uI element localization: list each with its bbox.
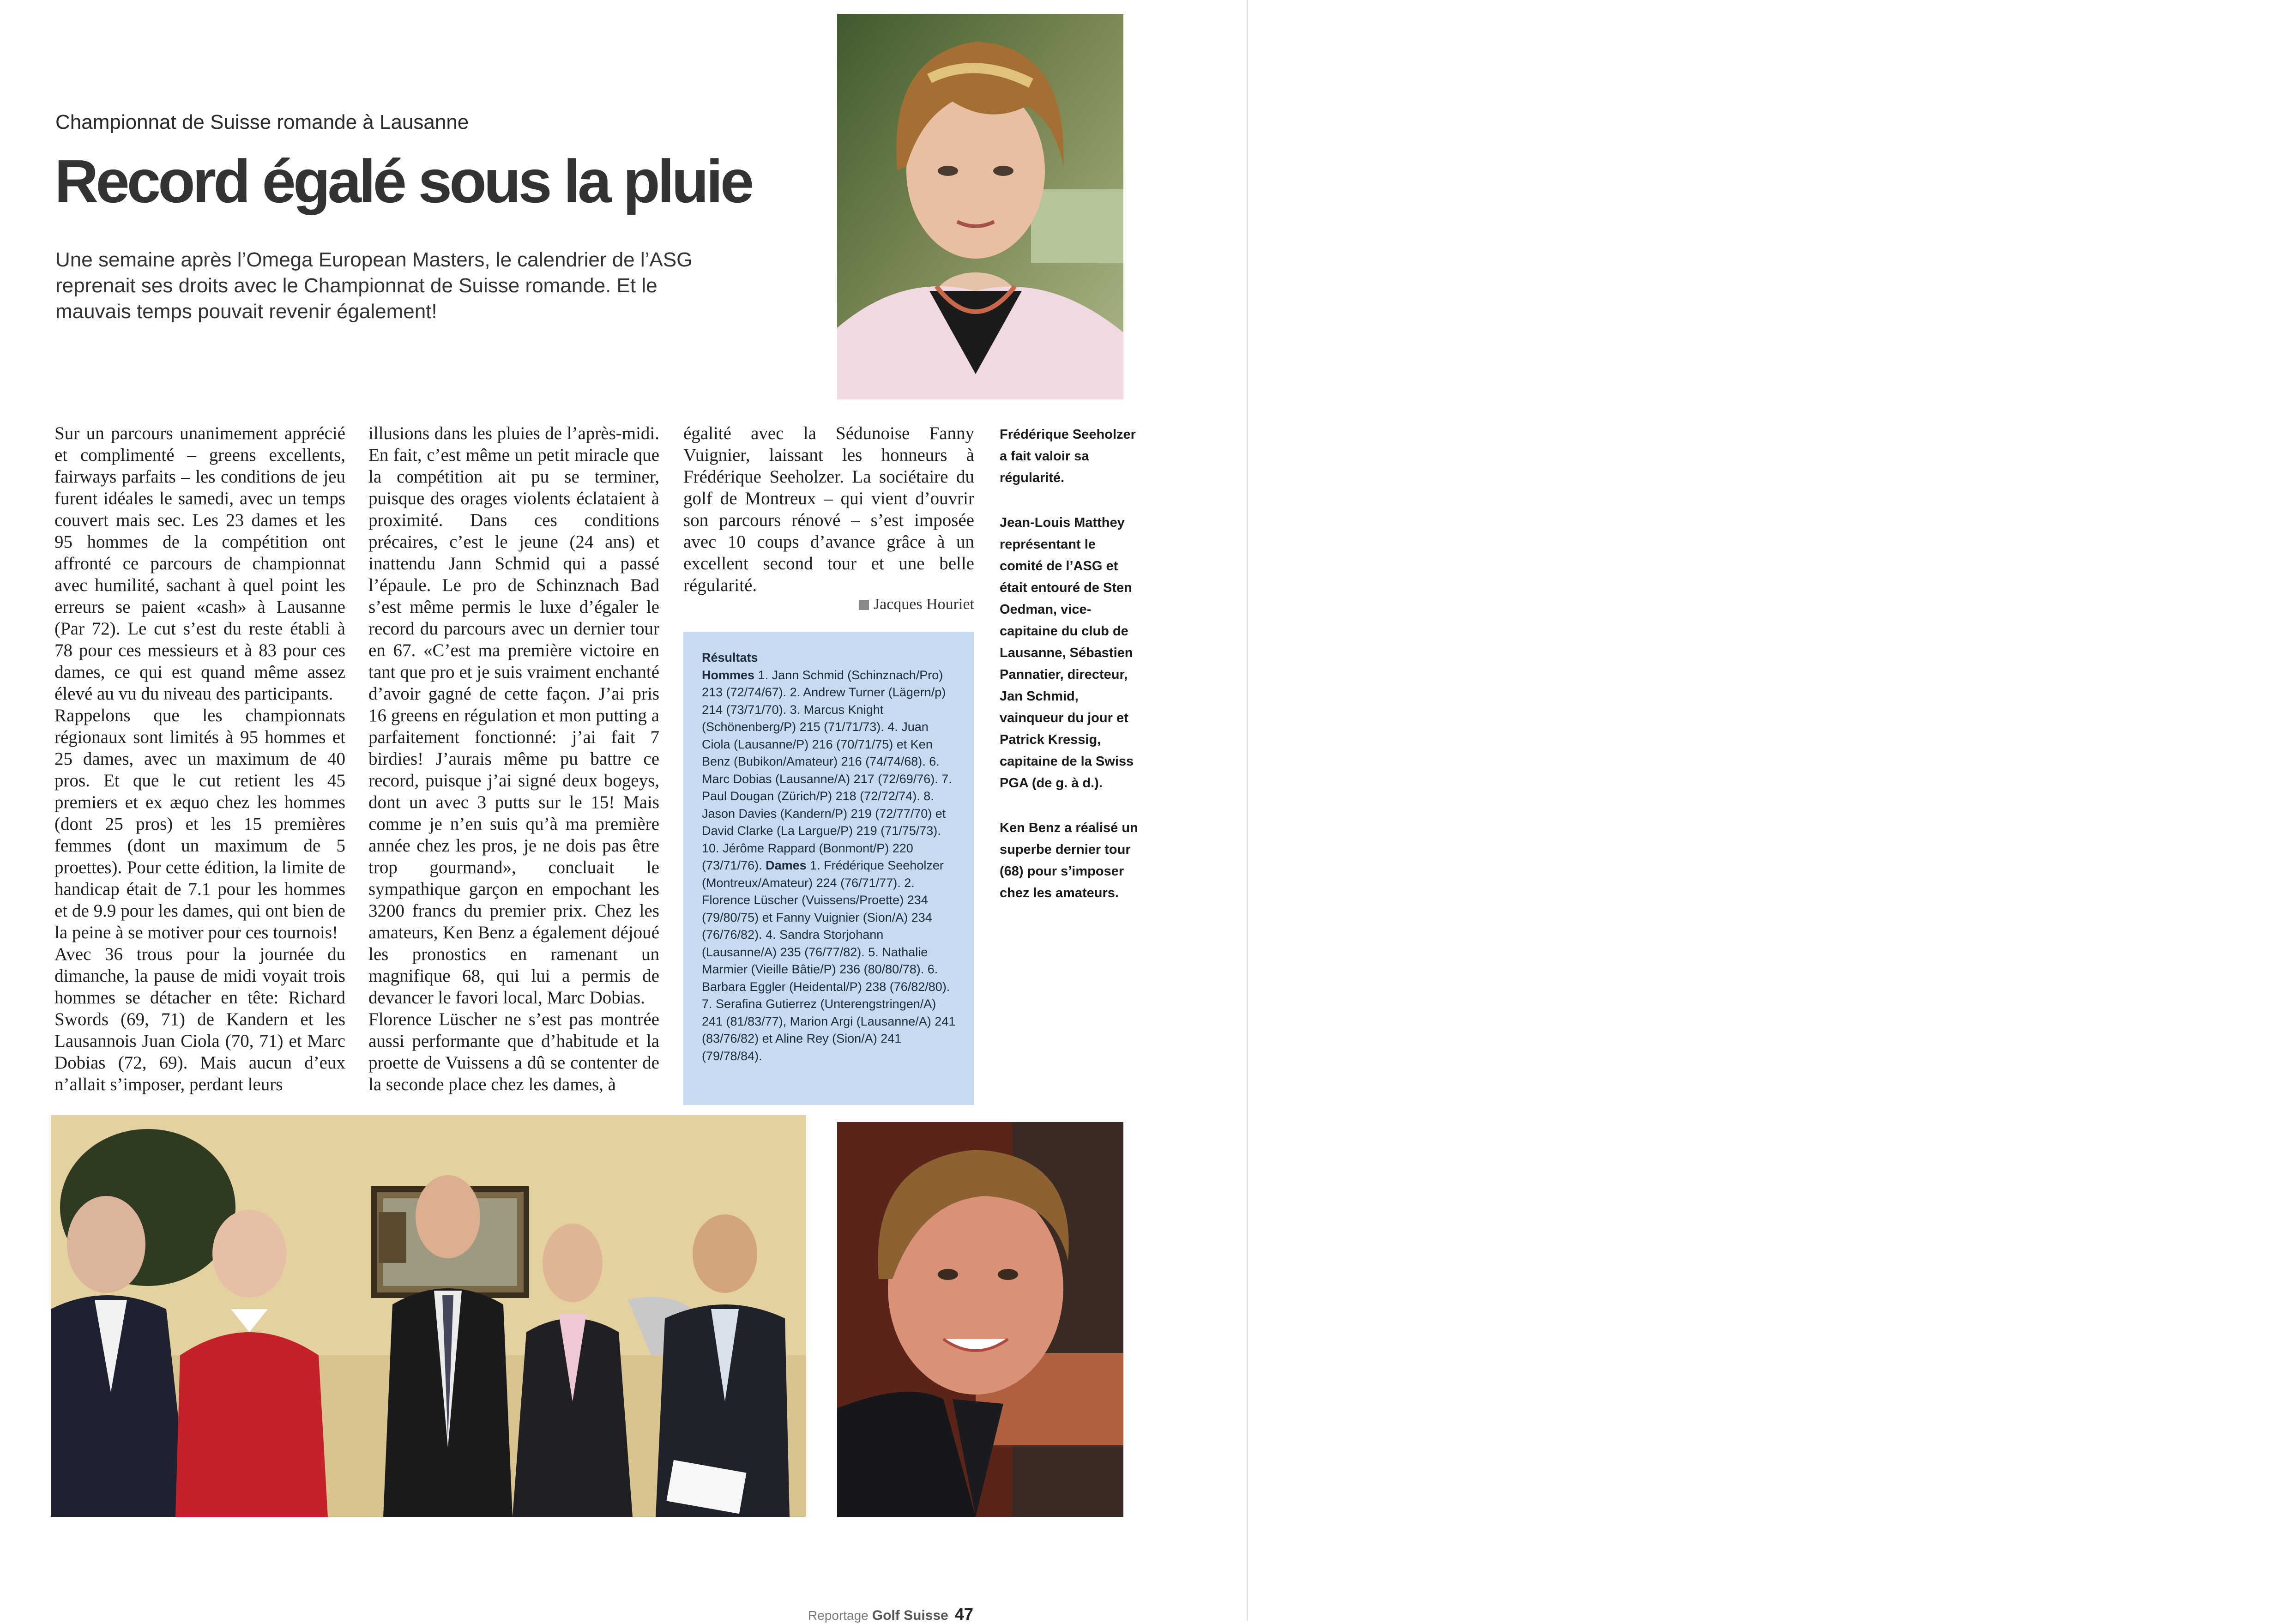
article-column-3: [683, 423, 974, 596]
byline: [688, 596, 974, 613]
article-column-1: [54, 423, 345, 1095]
article-headline: Record égalé sous la pluie: [54, 147, 752, 215]
article-kicker: Championnat de Suisse romande à Lausanne: [55, 111, 469, 133]
caption-amateur: Ken Benz a réalisé un superbe dernier tour (68) pour s’imposer chez les amateurs.: [1000, 821, 1138, 900]
results-box: [683, 632, 974, 1105]
caption-portrait: Frédérique Seeholzer a fait valoir sa régularité.: [1000, 427, 1136, 485]
footer-section: Reportage: [808, 1608, 869, 1623]
group-photo-ceremony: [51, 1115, 806, 1517]
byline-author: Jacques Houriet: [873, 596, 974, 613]
paragraph: illusions dans les pluies de l’après-midi. En fait, c’est même un petit miracle que la compétition ait pu se terminer, puisque des orages violents éclataient à proximité. Dans ces conditions précaires, c’est le jeune (24 ans) et inattendu Jann Schmid qui a passé l’épaule. Le pro de Schinznach Bad s’est même permis le luxe d’égaler le record du parcours avec un dernier tour en 67. «C’est ma première victoire en tant que pro et je suis vraiment enchanté d’avoir gagné de cette façon. J’ai pris 16 greens en régulation et mon putting a parfaitement fonctionné: j’ai fait 7 birdies! J’aurais même pu battre ce record, puisque j’ai signé deux bogeys, dont un avec 3 putts sur le 15! Mais comme je n’en suis qu’à ma première année chez les pros, je ne dois pas être trop gourmand», concluait le sympathique garçon en empochant les 3200 francs du premier prix. Chez les amateurs, Ken Benz a également déjoué les pronostics en ramenant un magnifique 68, qui lui a permis de devancer le favori local, Marc Dobias.: [368, 423, 659, 1008]
results-women-text: 1. Frédérique Seeholzer (Montreux/Amateur) 224 (76/71/77). 2. Florence Lüscher (Vuissens/Proette) 234 (79/80/75) et Fanny Vuignier (Sion/A) 234 (76/76/82). 4. Sandra Storjohann (Lausanne/A) 235 (76/77/82). 5. Nathalie Marmier (Vieille Bâtie/P) 236 (80/80/78). 6. Barbara Eggler (Heidental/P) 238 (76/82/80). 7. Serafina Gutierrez (Unterengstringen/A) 241 (81/83/77), Marion Argi (Lausanne/A) 241 (83/76/82) et Aline Rey (Sion/A) 241 (79/78/84).: [702, 858, 956, 1063]
paragraph: Florence Lüscher ne s’est pas montrée aussi performante que d’habitude et la proette de Vuissens a dû se contenter de la seconde place chez les dames, à: [368, 1009, 659, 1094]
results-men-label: Hommes: [702, 668, 755, 682]
paragraph: Avec 36 trous pour la journée du dimanche, la pause de midi voyait trois hommes se détacher en tête: Richard Swords (69, 71) de Kandern et les Lausannois Juan Ciola (70, 71) et Marc Dobias (72, 69). Mais aucun d’eux n’allait s’imposer, perdant leurs: [54, 944, 345, 1094]
byline-square-icon: [859, 600, 869, 610]
results-men-text: 1. Jann Schmid (Schinznach/Pro) 213 (72/74/67). 2. Andrew Turner (Lägern/p) 214 (73/71/70). 3. Marcus Knight (Schönenberg/P) 215 (71/71/73). 4. Juan Ciola (Lausanne/P) 216 (70/71/75) et Ken Benz (Bubikon/Amateur) 216 (74/74/68). 6. Marc Dobias (Lausanne/A) 217 (72/69/76). 7. Paul Dougan (Zürich/P) 218 (72/72/74). 8. Jason Davies (Kandern/P) 219 (72/77/70) et David Clarke (La Largue/P) 219 (71/75/73). 10. Jérôme Rappard (Bonmont/P) 220 (73/71/76).: [702, 668, 952, 872]
amateur-winner-photo: [837, 1122, 1123, 1517]
footer-magazine-name: Golf Suisse: [872, 1608, 948, 1623]
paragraph: égalité avec la Sédunoise Fanny Vuignier, laissant les honneurs à Frédérique Seeholzer. La sociétaire du golf de Montreux – qui vient d’ouvrir son parcours rénové – s’est imposée avec 10 coups d’avance grâce à un excellent second tour et une belle régularité.: [683, 423, 974, 595]
caption-group: Jean-Louis Matthey représentant le comité de l’ASG et était entouré de Sten Oedman, vice-capitaine du club de Lausanne, Sébastien Pannatier, directeur, Jan Schmid, vainqueur du jour et Patrick Kressig, capitaine de la Swiss PGA (de g. à d.).: [1000, 515, 1134, 791]
photo-captions: [1000, 424, 1138, 927]
results-title: Résultats: [702, 651, 758, 664]
paragraph: Rappelons que les championnats régionaux sont limités à 95 hommes et 25 dames, avec un maximum de 40 pros. Et que le cut retient les 45 premiers et ex æquo chez les hommes (dont 25 pros) et les 15 premières femmes (dont un maximum de 5 proettes). Pour cette édition, la limite de handicap était de 7.1 pour les hommes et de 9.9 pour les dames, qui ont bien de la peine à se motiver pour ces tournois!: [54, 706, 345, 942]
results-women-label: Dames: [766, 858, 807, 872]
article-column-2: [368, 423, 659, 1095]
article-lede: Une semaine après l’Omega European Masters, le calendrier de l’ASG reprenait ses droits avec le Championnat de Suisse romande. Et le mauvais temps pouvait revenir également!: [55, 248, 693, 323]
footer-page-number: 47: [954, 1605, 973, 1624]
paragraph: Sur un parcours unanimement apprécié et complimenté – greens excellents, fairways parfaits – les conditions de jeu furent idéales le samedi, avec un temps couvert mais sec. Les 23 dames et les 95 hommes de la compétition ont affronté ce parcours de championnat avec humilité, sachant à quel point les erreurs se paient «cash» à Lausanne (Par 72). Le cut s’est du reste établi à 78 pour ces messieurs et à 83 pour ces dames, ce qui est quand même assez élevé au vu du niveau des participants.: [54, 423, 345, 704]
page-footer: [808, 1605, 1039, 1624]
portrait-photo-winner: [837, 14, 1123, 399]
